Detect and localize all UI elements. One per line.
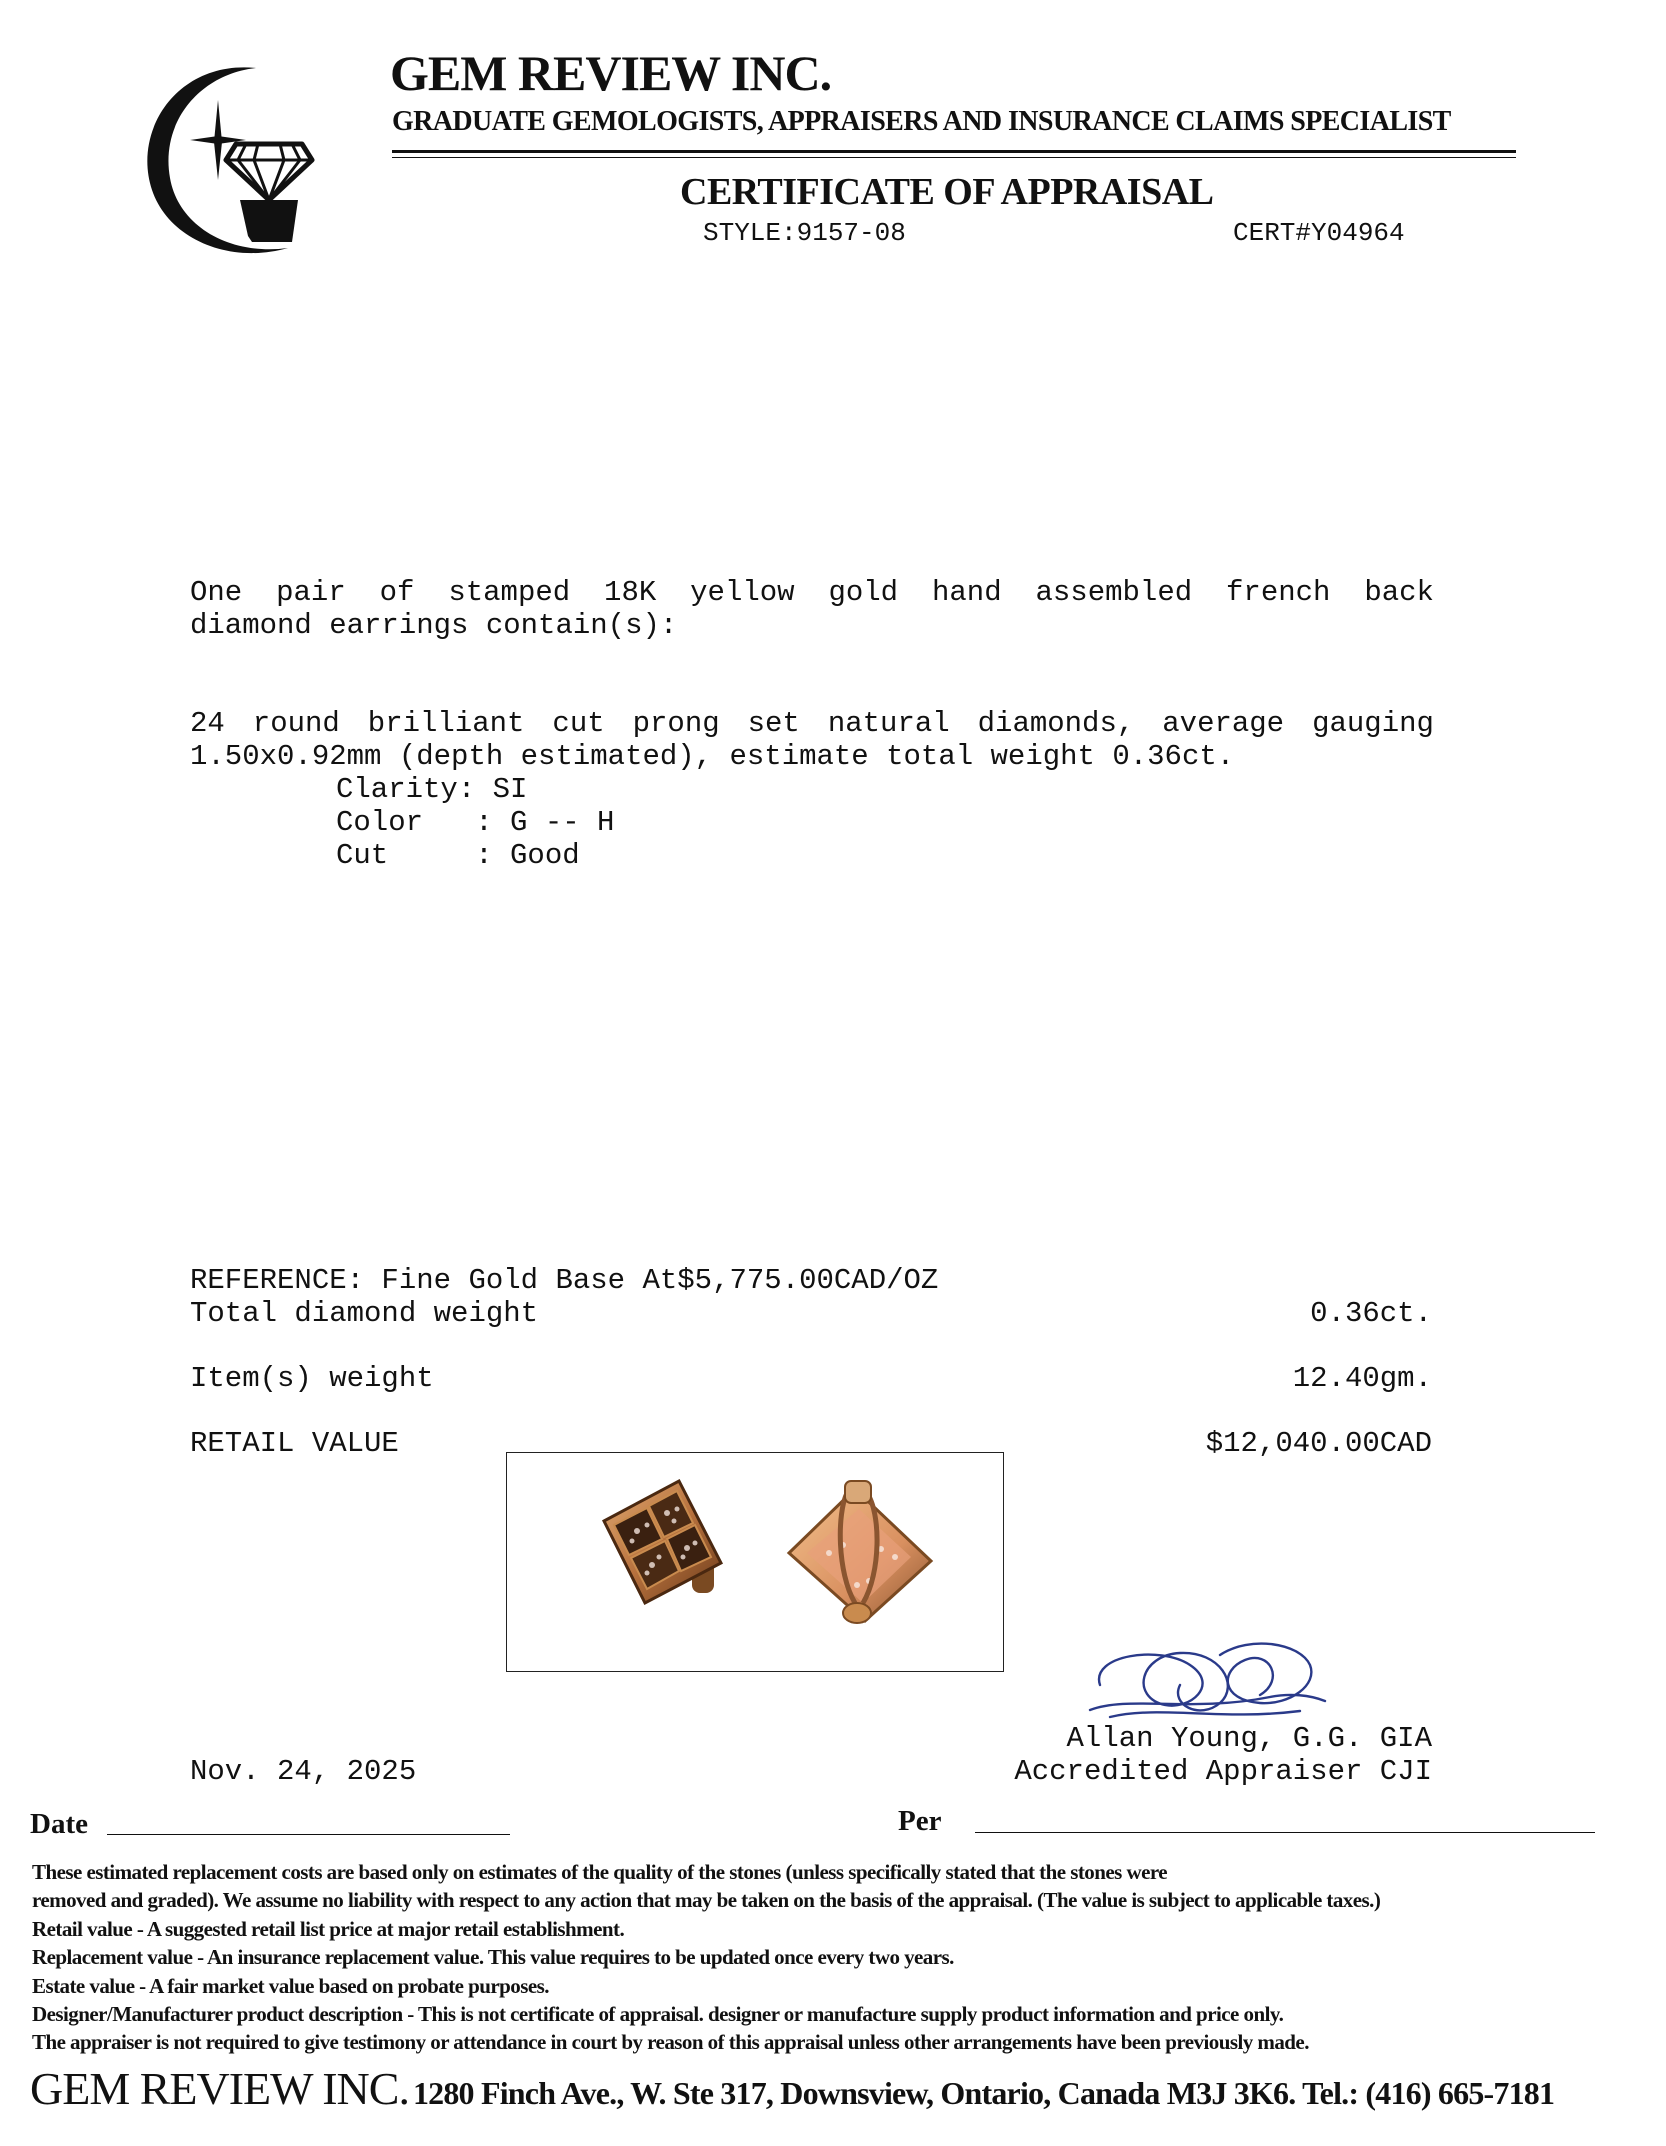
footer-company: GEM REVIEW INC. (30, 2063, 409, 2114)
date-label: Date (30, 1808, 88, 1840)
word: back (1364, 576, 1434, 609)
word: average (1162, 707, 1285, 740)
earring-back (789, 1481, 931, 1623)
retail-value-label: RETAIL VALUE (190, 1427, 399, 1460)
disclaimer-line: Designer/Manufacturer product description - This is not certificate of appraisal. designer or manufacture supply product information and price only. (32, 2002, 1284, 2027)
disclaimer-line: removed and graded). We assume no liability with respect to any action that may be taken on the basis of the appraisal. (The value is subject to applicable taxes.) (32, 1888, 1381, 1913)
word: 18K (604, 576, 657, 609)
word: french (1226, 576, 1331, 609)
logo-pedestal (240, 200, 298, 242)
word: assembled (1035, 576, 1193, 609)
item-description-line-2: diamond earrings contain(s): (190, 609, 678, 642)
product-photo (506, 1452, 1004, 1672)
diamond-icon (226, 144, 312, 200)
word: pair (276, 576, 346, 609)
word: diamonds, (977, 707, 1135, 740)
word: brilliant (367, 707, 525, 740)
certificate-number: CERT#Y04964 (1233, 218, 1405, 248)
gold-reference: REFERENCE: Fine Gold Base At$5,775.00CAD/OZ (190, 1264, 939, 1297)
per-label: Per (898, 1805, 942, 1837)
appraiser-title: Accredited Appraiser CJI (1014, 1755, 1432, 1788)
word: yellow (690, 576, 795, 609)
appraiser-name: Allan Young, G.G. GIA (1066, 1722, 1432, 1755)
word: natural (827, 707, 950, 740)
disclaimer-line: Estate value - A fair market value based on probate purposes. (32, 1973, 549, 1998)
spec-clarity: Clarity: SI (336, 773, 528, 806)
diamond-weight-value: 0.36ct. (1310, 1297, 1432, 1330)
stones-description-line-2: 1.50x0.92mm (depth estimated), estimate total weight 0.36ct. (190, 740, 1235, 773)
word: gauging (1312, 707, 1434, 740)
spec-cut: Cut : Good (336, 839, 580, 872)
footer (30, 2062, 1554, 2115)
diamond-weight-label: Total diamond weight (190, 1297, 539, 1330)
appraiser-signature (1070, 1625, 1330, 1735)
word: gold (828, 576, 899, 609)
disclaimer (32, 1858, 1642, 2057)
style-number: STYLE:9157-08 (703, 218, 906, 248)
date-signature-line (107, 1834, 510, 1835)
item-weight-label: Item(s) weight (190, 1362, 434, 1395)
word: One (190, 576, 243, 609)
word: cut (552, 707, 605, 740)
spec-color: Color : G -- H (336, 806, 615, 839)
word: hand (931, 576, 1002, 609)
earring-front (604, 1481, 721, 1603)
word: prong (632, 707, 720, 740)
word: of (379, 576, 415, 609)
item-weight-value: 12.40gm. (1292, 1362, 1432, 1395)
word: set (747, 707, 800, 740)
certificate-title: CERTIFICATE OF APPRAISAL (680, 171, 1214, 213)
disclaimer-line: Replacement value - An insurance replacement value. This value requires to be updated once every two years. (32, 1945, 954, 1970)
word: stamped (448, 576, 571, 609)
footer-address: 1280 Finch Ave., W. Ste 317, Downsview, Ontario, Canada M3J 3K6. Tel.: (416) 665-7181 (412, 2075, 1555, 2111)
appraisal-date: Nov. 24, 2025 (190, 1755, 417, 1788)
word: 24 (190, 707, 225, 740)
disclaimer-line: The appraiser is not required to give testimony or attendance in court by reason of this appraisal unless other arrangements have been previously made. (32, 2030, 1309, 2055)
per-signature-line (975, 1832, 1595, 1833)
disclaimer-line: Retail value - A suggested retail list price at major retail establishment. (32, 1916, 625, 1941)
header-rule (392, 150, 1516, 153)
disclaimer-line: These estimated replacement costs are based only on estimates of the quality of the stones (unless specifically stated that the stones were (32, 1860, 1168, 1884)
word: round (252, 707, 340, 740)
company-logo (138, 60, 338, 260)
stones-description-line-1 (190, 707, 1434, 740)
earrings-illustration (507, 1453, 1003, 1671)
retail-value-amount: $12,040.00CAD (1205, 1427, 1432, 1460)
header-rule-thin (392, 157, 1516, 158)
item-description-line-1 (190, 576, 1434, 609)
company-tagline: GRADUATE GEMOLOGISTS, APPRAISERS AND INSURANCE CLAIMS SPECIALIST (392, 106, 1451, 137)
company-name: GEM REVIEW INC. (390, 45, 832, 101)
